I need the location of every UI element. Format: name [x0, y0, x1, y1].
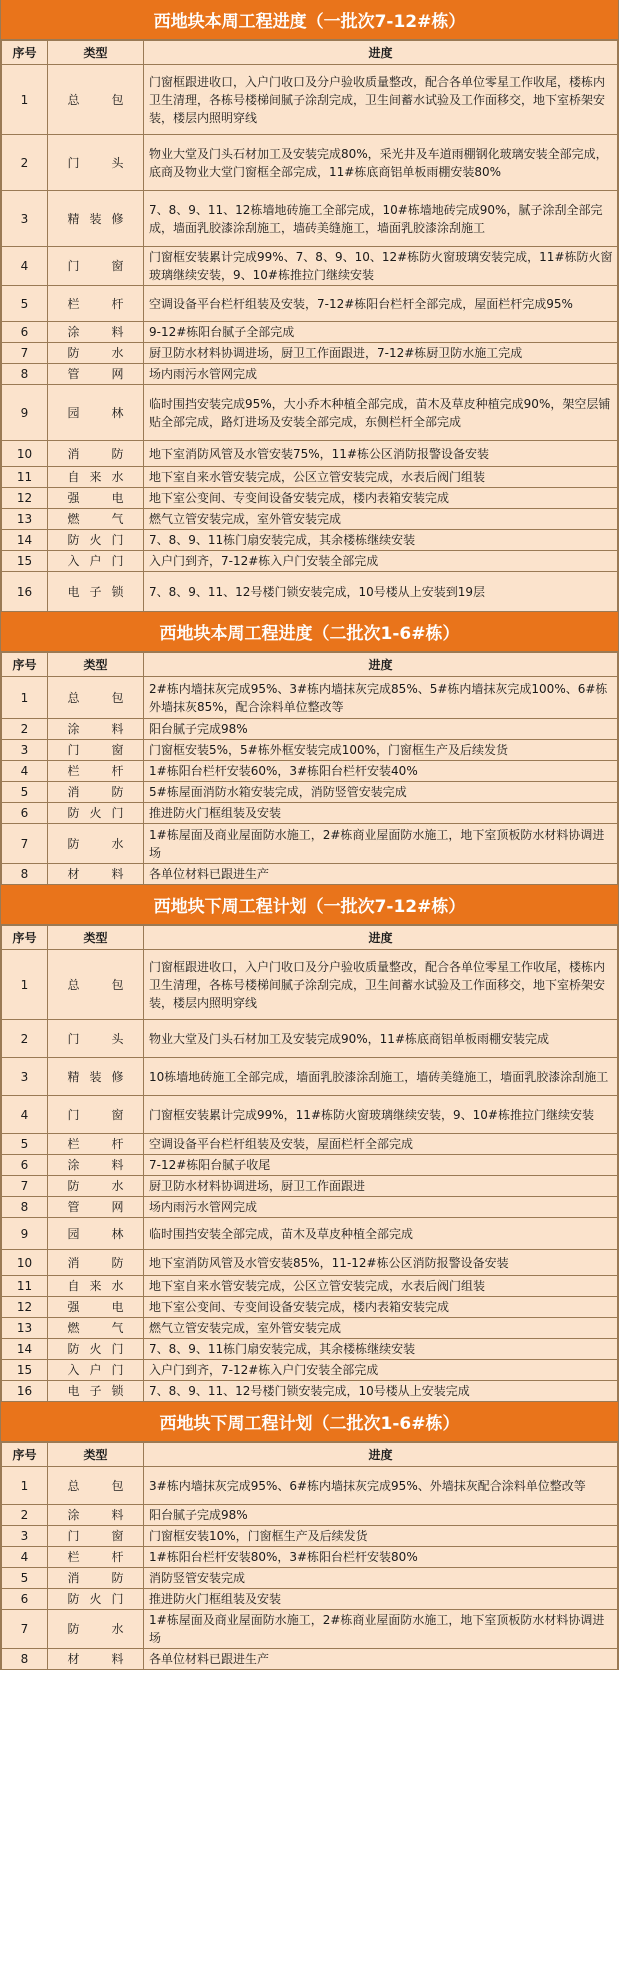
- table-row: [2, 1020, 618, 1058]
- row-progress: 5#栋屋面消防水箱安装完成，消防竖管安装完成: [144, 782, 618, 803]
- row-progress: 地下室公变间、专变间设备安装完成，楼内表箱安装完成: [144, 1297, 618, 1318]
- table-row: [2, 488, 618, 509]
- row-number: 14: [2, 1339, 48, 1360]
- table-row: [2, 1134, 618, 1155]
- row-type: 涂料: [67, 1508, 124, 1522]
- row-type: 总包: [67, 690, 124, 705]
- row-type: 消防: [67, 446, 124, 461]
- row-type-cell: [48, 1381, 144, 1402]
- row-progress: 厨卫防水材料协调进场，厨卫工作面跟进，7-12#栋厨卫防水施工完成: [144, 343, 618, 364]
- row-type: 强电: [67, 1300, 124, 1314]
- row-type-cell: [48, 322, 144, 343]
- table-row: [2, 1297, 618, 1318]
- row-progress: 门窗框跟进收口，入户门收口及分户验收质量整改，配合各单位零星工作收尾，楼栋内卫生清理，各栋号楼梯间腻子涂刮完成，卫生间蓄水试验及工作面移交，地下室桥架安装，楼层内照明穿线: [144, 65, 618, 135]
- table-row: [2, 343, 618, 364]
- row-number: 16: [2, 572, 48, 612]
- table-row: [2, 761, 618, 782]
- row-number: 11: [2, 467, 48, 488]
- row-type-cell: [48, 1218, 144, 1250]
- row-progress: 10栋墙地砖施工全部完成，墙面乳胶漆涂刮施工，墙砖美缝施工，墙面乳胶漆涂刮施工: [144, 1058, 618, 1096]
- row-type-cell: [48, 950, 144, 1020]
- row-type: 电子锁: [67, 1384, 124, 1398]
- row-type: 防水: [67, 1622, 124, 1636]
- row-type-cell: [48, 1096, 144, 1134]
- row-type: 消防: [67, 1571, 124, 1585]
- table-row: [2, 782, 618, 803]
- row-type-cell: [48, 343, 144, 364]
- header-progress: 进度: [144, 926, 618, 950]
- table-row: [2, 551, 618, 572]
- row-progress: 1#栋阳台栏杆安装80%，3#栋阳台栏杆安装80%: [144, 1547, 618, 1568]
- row-type-cell: [48, 1134, 144, 1155]
- header-no: 序号: [2, 926, 48, 950]
- row-type-cell: [48, 1176, 144, 1197]
- row-number: 7: [2, 824, 48, 864]
- table-row: [2, 286, 618, 322]
- table-row: [2, 65, 618, 135]
- row-type: 燃气: [67, 512, 124, 526]
- row-type: 强电: [67, 491, 124, 505]
- row-number: 3: [2, 1526, 48, 1547]
- row-type-cell: [48, 782, 144, 803]
- header-row: [2, 926, 618, 950]
- table-row: [2, 322, 618, 343]
- table-row: [2, 1547, 618, 1568]
- report-section: [1, 885, 618, 1402]
- row-number: 5: [2, 1134, 48, 1155]
- row-type: 电子锁: [67, 584, 124, 599]
- table-row: [2, 135, 618, 191]
- row-number: 3: [2, 1058, 48, 1096]
- report-section: [1, 612, 618, 885]
- row-number: 11: [2, 1276, 48, 1297]
- row-progress: 7、8、9、11、12号楼门锁安装完成，10号楼从上安装完成: [144, 1381, 618, 1402]
- row-type: 涂料: [67, 722, 124, 736]
- header-row: [2, 41, 618, 65]
- row-number: 1: [2, 65, 48, 135]
- table-row: [2, 530, 618, 551]
- table-row: [2, 1505, 618, 1526]
- row-number: 8: [2, 1649, 48, 1670]
- row-progress: 7-12#栋阳台腻子收尾: [144, 1155, 618, 1176]
- table-row: [2, 1526, 618, 1547]
- row-type-cell: [48, 1276, 144, 1297]
- row-type-cell: [48, 572, 144, 612]
- row-type: 栏杆: [67, 764, 124, 778]
- table-row: [2, 1250, 618, 1276]
- row-progress: 临时围挡安装完成95%，大小乔木种植全部完成，苗木及草皮种植完成90%，架空层铺贴全部完成，路灯进场及安装全部完成，东侧栏杆全部完成: [144, 385, 618, 441]
- row-progress: 地下室消防风管及水管安装75%，11#栋公区消防报警设备安装: [144, 441, 618, 467]
- table-row: [2, 467, 618, 488]
- table-row: [2, 1276, 618, 1297]
- row-type: 精装修: [67, 1069, 124, 1084]
- row-type: 园林: [67, 1226, 124, 1241]
- table-row: [2, 364, 618, 385]
- row-number: 8: [2, 1197, 48, 1218]
- row-type: 消防: [67, 1255, 124, 1270]
- row-progress: 阳台腻子完成98%: [144, 1505, 618, 1526]
- header-row: [2, 1443, 618, 1467]
- row-type: 防水: [67, 1179, 124, 1193]
- header-row: [2, 653, 618, 677]
- row-type: 消防: [67, 785, 124, 799]
- row-number: 2: [2, 135, 48, 191]
- row-type: 栏杆: [67, 1550, 124, 1564]
- row-progress: 燃气立管安装完成，室外管安装完成: [144, 509, 618, 530]
- table-row: [2, 1649, 618, 1670]
- row-progress: 3#栋内墙抹灰完成95%、6#栋内墙抹灰完成95%、外墙抹灰配合涂料单位整改等: [144, 1467, 618, 1505]
- row-type-cell: [48, 719, 144, 740]
- row-progress: 门窗框安装累计完成99%、7、8、9、10、12#栋防火窗玻璃安装完成，11#栋防火窗玻璃继续安装，9、10#栋推拉门继续安装: [144, 247, 618, 286]
- table-row: [2, 1360, 618, 1381]
- row-type: 防火门: [67, 1342, 124, 1356]
- row-type: 门头: [67, 155, 124, 170]
- row-number: 16: [2, 1381, 48, 1402]
- section-title: 西地块下周工程计划（一批次7-12#栋）: [1, 885, 618, 925]
- table-row: [2, 864, 618, 885]
- row-type-cell: [48, 1250, 144, 1276]
- row-progress: 1#栋阳台栏杆安装60%，3#栋阳台栏杆安装40%: [144, 761, 618, 782]
- progress-table: [1, 1442, 618, 1670]
- table-row: [2, 1339, 618, 1360]
- header-type: 类型: [48, 926, 144, 950]
- row-type: 防火门: [67, 806, 124, 820]
- row-number: 1: [2, 1467, 48, 1505]
- row-number: 3: [2, 740, 48, 761]
- progress-table: [1, 40, 618, 612]
- header-type: 类型: [48, 1443, 144, 1467]
- row-type: 涂料: [67, 325, 124, 339]
- row-type-cell: [48, 1155, 144, 1176]
- row-number: 4: [2, 247, 48, 286]
- row-type: 防水: [67, 836, 124, 851]
- row-number: 10: [2, 441, 48, 467]
- row-type-cell: [48, 1505, 144, 1526]
- table-row: [2, 719, 618, 740]
- header-type: 类型: [48, 653, 144, 677]
- report-section: [1, 1402, 618, 1670]
- row-type-cell: [48, 530, 144, 551]
- row-number: 7: [2, 343, 48, 364]
- table-row: [2, 1176, 618, 1197]
- row-type-cell: [48, 191, 144, 247]
- row-progress: 7、8、9、11栋门扇安装完成，其余楼栋继续安装: [144, 530, 618, 551]
- row-type-cell: [48, 551, 144, 572]
- table-row: [2, 803, 618, 824]
- row-progress: 1#栋屋面及商业屋面防水施工，2#栋商业屋面防水施工，地下室顶板防水材料协调进场: [144, 1610, 618, 1649]
- table-row: [2, 1218, 618, 1250]
- table-row: [2, 1610, 618, 1649]
- row-type-cell: [48, 677, 144, 719]
- row-progress: 厨卫防水材料协调进场，厨卫工作面跟进: [144, 1176, 618, 1197]
- row-progress: 各单位材料已跟进生产: [144, 864, 618, 885]
- row-number: 2: [2, 719, 48, 740]
- row-progress: 物业大堂及门头石材加工及安装完成90%，11#栋底商铝单板雨棚安装完成: [144, 1020, 618, 1058]
- row-progress: 空调设备平台栏杆组装及安装，屋面栏杆全部完成: [144, 1134, 618, 1155]
- row-type-cell: [48, 247, 144, 286]
- table-row: [2, 572, 618, 612]
- row-type-cell: [48, 1589, 144, 1610]
- report-section: [1, 0, 618, 612]
- table-row: [2, 1197, 618, 1218]
- row-number: 14: [2, 530, 48, 551]
- row-number: 13: [2, 1318, 48, 1339]
- table-row: [2, 1589, 618, 1610]
- row-number: 13: [2, 509, 48, 530]
- section-title: 西地块下周工程计划（二批次1-6#栋）: [1, 1402, 618, 1442]
- row-type-cell: [48, 1058, 144, 1096]
- row-type: 总包: [67, 977, 124, 992]
- row-progress: 物业大堂及门头石材加工及安装完成80%，采光井及车道雨棚钢化玻璃安装全部完成，底商及物业大堂门窗框全部完成，11#栋底商铝单板雨棚安装80%: [144, 135, 618, 191]
- table-row: [2, 509, 618, 530]
- row-progress: 门窗框安装10%，门窗框生产及后续发货: [144, 1526, 618, 1547]
- table-row: [2, 740, 618, 761]
- row-progress: 入户门到齐，7-12#栋入户门安装全部完成: [144, 551, 618, 572]
- row-number: 8: [2, 364, 48, 385]
- row-type: 总包: [67, 1478, 124, 1493]
- row-type: 栏杆: [67, 296, 124, 311]
- row-type-cell: [48, 1649, 144, 1670]
- row-type-cell: [48, 441, 144, 467]
- row-type: 栏杆: [67, 1137, 124, 1151]
- row-type-cell: [48, 1568, 144, 1589]
- row-type: 防火门: [67, 533, 124, 547]
- header-progress: 进度: [144, 653, 618, 677]
- row-progress: 推进防火门框组装及安装: [144, 803, 618, 824]
- row-type-cell: [48, 1526, 144, 1547]
- row-type: 涂料: [67, 1158, 124, 1172]
- row-type: 精装修: [67, 211, 124, 226]
- row-type: 管网: [67, 367, 124, 381]
- row-type: 入户门: [67, 554, 124, 568]
- row-type: 门窗: [67, 1107, 124, 1122]
- table-row: [2, 1467, 618, 1505]
- row-type: 自来水: [67, 1279, 124, 1293]
- row-type-cell: [48, 824, 144, 864]
- row-type: 材料: [67, 1652, 124, 1666]
- row-progress: 1#栋屋面及商业屋面防水施工，2#栋商业屋面防水施工，地下室顶板防水材料协调进场: [144, 824, 618, 864]
- row-number: 4: [2, 761, 48, 782]
- row-type-cell: [48, 1197, 144, 1218]
- row-number: 3: [2, 191, 48, 247]
- row-number: 6: [2, 803, 48, 824]
- table-row: [2, 950, 618, 1020]
- progress-table: [1, 925, 618, 1402]
- table-row: [2, 1155, 618, 1176]
- row-number: 6: [2, 1589, 48, 1610]
- table-row: [2, 1096, 618, 1134]
- row-number: 7: [2, 1610, 48, 1649]
- row-type: 总包: [67, 92, 124, 107]
- table-row: [2, 1318, 618, 1339]
- row-type-cell: [48, 364, 144, 385]
- row-progress: 各单位材料已跟进生产: [144, 1649, 618, 1670]
- row-type-cell: [48, 509, 144, 530]
- table-row: [2, 1381, 618, 1402]
- table-row: [2, 824, 618, 864]
- row-type: 门头: [67, 1031, 124, 1046]
- row-type-cell: [48, 1318, 144, 1339]
- row-progress: 地下室自来水管安装完成，公区立管安装完成，水表后阀门组装: [144, 1276, 618, 1297]
- progress-table: [1, 652, 618, 885]
- row-type: 入户门: [67, 1363, 124, 1377]
- row-type-cell: [48, 467, 144, 488]
- row-type-cell: [48, 803, 144, 824]
- row-number: 8: [2, 864, 48, 885]
- row-progress: 场内雨污水管网完成: [144, 1197, 618, 1218]
- table-row: [2, 677, 618, 719]
- row-progress: 空调设备平台栏杆组装及安装，7-12#栋阳台栏杆全部完成，屋面栏杆完成95%: [144, 286, 618, 322]
- row-number: 5: [2, 286, 48, 322]
- row-number: 5: [2, 782, 48, 803]
- row-type-cell: [48, 761, 144, 782]
- row-number: 1: [2, 950, 48, 1020]
- header-no: 序号: [2, 653, 48, 677]
- row-progress: 入户门到齐，7-12#栋入户门安装全部完成: [144, 1360, 618, 1381]
- row-number: 7: [2, 1176, 48, 1197]
- row-progress: 7、8、9、11、12栋墙地砖施工全部完成，10#栋墙地砖完成90%，腻子涂刮全部完成，墙面乳胶漆涂刮施工，墙砖美缝施工，墙面乳胶漆涂刮施工: [144, 191, 618, 247]
- row-progress: 地下室自来水管安装完成，公区立管安装完成，水表后阀门组装: [144, 467, 618, 488]
- row-progress: 地下室消防风管及水管安装85%，11-12#栋公区消防报警设备安装: [144, 1250, 618, 1276]
- row-progress: 7、8、9、11、12号楼门锁安装完成，10号楼从上安装到19层: [144, 572, 618, 612]
- row-number: 6: [2, 1155, 48, 1176]
- header-progress: 进度: [144, 41, 618, 65]
- row-type-cell: [48, 1610, 144, 1649]
- row-progress: 推进防火门框组装及安装: [144, 1589, 618, 1610]
- row-type-cell: [48, 740, 144, 761]
- row-progress: 门窗框安装累计完成99%，11#栋防火窗玻璃继续安装，9、10#栋推拉门继续安装: [144, 1096, 618, 1134]
- row-type-cell: [48, 135, 144, 191]
- row-progress: 门窗框安装5%，5#栋外框安装完成100%，门窗框生产及后续发货: [144, 740, 618, 761]
- row-type-cell: [48, 385, 144, 441]
- row-type: 门窗: [67, 259, 124, 273]
- row-type-cell: [48, 1339, 144, 1360]
- section-title: 西地块本周工程进度（一批次7-12#栋）: [1, 0, 618, 40]
- row-progress: 阳台腻子完成98%: [144, 719, 618, 740]
- table-row: [2, 385, 618, 441]
- row-number: 2: [2, 1505, 48, 1526]
- row-type-cell: [48, 1547, 144, 1568]
- row-type: 防水: [67, 346, 124, 360]
- row-number: 1: [2, 677, 48, 719]
- row-type-cell: [48, 65, 144, 135]
- row-type: 园林: [67, 405, 124, 420]
- row-type-cell: [48, 864, 144, 885]
- row-type-cell: [48, 1360, 144, 1381]
- row-number: 10: [2, 1250, 48, 1276]
- row-progress: 7、8、9、11栋门扇安装完成，其余楼栋继续安装: [144, 1339, 618, 1360]
- row-number: 4: [2, 1547, 48, 1568]
- row-progress: 燃气立管安装完成，室外管安装完成: [144, 1318, 618, 1339]
- header-type: 类型: [48, 41, 144, 65]
- row-type: 防火门: [67, 1592, 124, 1606]
- table-row: [2, 1058, 618, 1096]
- row-number: 5: [2, 1568, 48, 1589]
- row-number: 12: [2, 1297, 48, 1318]
- table-row: [2, 1568, 618, 1589]
- row-type: 门窗: [67, 743, 124, 757]
- row-progress: 9-12#栋阳台腻子全部完成: [144, 322, 618, 343]
- row-progress: 临时围挡安装全部完成，苗木及草皮种植全部完成: [144, 1218, 618, 1250]
- row-number: 15: [2, 1360, 48, 1381]
- row-progress: 门窗框跟进收口，入户门收口及分户验收质量整改，配合各单位零星工作收尾，楼栋内卫生清理，各栋号楼梯间腻子涂刮完成，卫生间蓄水试验及工作面移交，地下室桥架安装，楼层内照明穿线: [144, 950, 618, 1020]
- row-number: 9: [2, 1218, 48, 1250]
- row-type: 门窗: [67, 1529, 124, 1543]
- header-no: 序号: [2, 1443, 48, 1467]
- row-type: 自来水: [67, 470, 124, 484]
- row-number: 15: [2, 551, 48, 572]
- table-row: [2, 247, 618, 286]
- header-no: 序号: [2, 41, 48, 65]
- row-type-cell: [48, 1020, 144, 1058]
- row-number: 9: [2, 385, 48, 441]
- row-progress: 场内雨污水管网完成: [144, 364, 618, 385]
- row-progress: 2#栋内墙抹灰完成95%、3#栋内墙抹灰完成85%、5#栋内墙抹灰完成100%、6#栋外墙抹灰85%，配合涂料单位整改等: [144, 677, 618, 719]
- section-title: 西地块本周工程进度（二批次1-6#栋）: [1, 612, 618, 652]
- row-number: 12: [2, 488, 48, 509]
- row-type-cell: [48, 286, 144, 322]
- table-row: [2, 441, 618, 467]
- row-number: 6: [2, 322, 48, 343]
- row-type-cell: [48, 488, 144, 509]
- row-type: 材料: [67, 867, 124, 881]
- row-type-cell: [48, 1297, 144, 1318]
- table-row: [2, 191, 618, 247]
- row-progress: 地下室公变间、专变间设备安装完成，楼内表箱安装完成: [144, 488, 618, 509]
- row-progress: 消防竖管安装完成: [144, 1568, 618, 1589]
- header-progress: 进度: [144, 1443, 618, 1467]
- row-type: 燃气: [67, 1321, 124, 1335]
- row-number: 4: [2, 1096, 48, 1134]
- row-type-cell: [48, 1467, 144, 1505]
- row-number: 2: [2, 1020, 48, 1058]
- row-type: 管网: [67, 1200, 124, 1214]
